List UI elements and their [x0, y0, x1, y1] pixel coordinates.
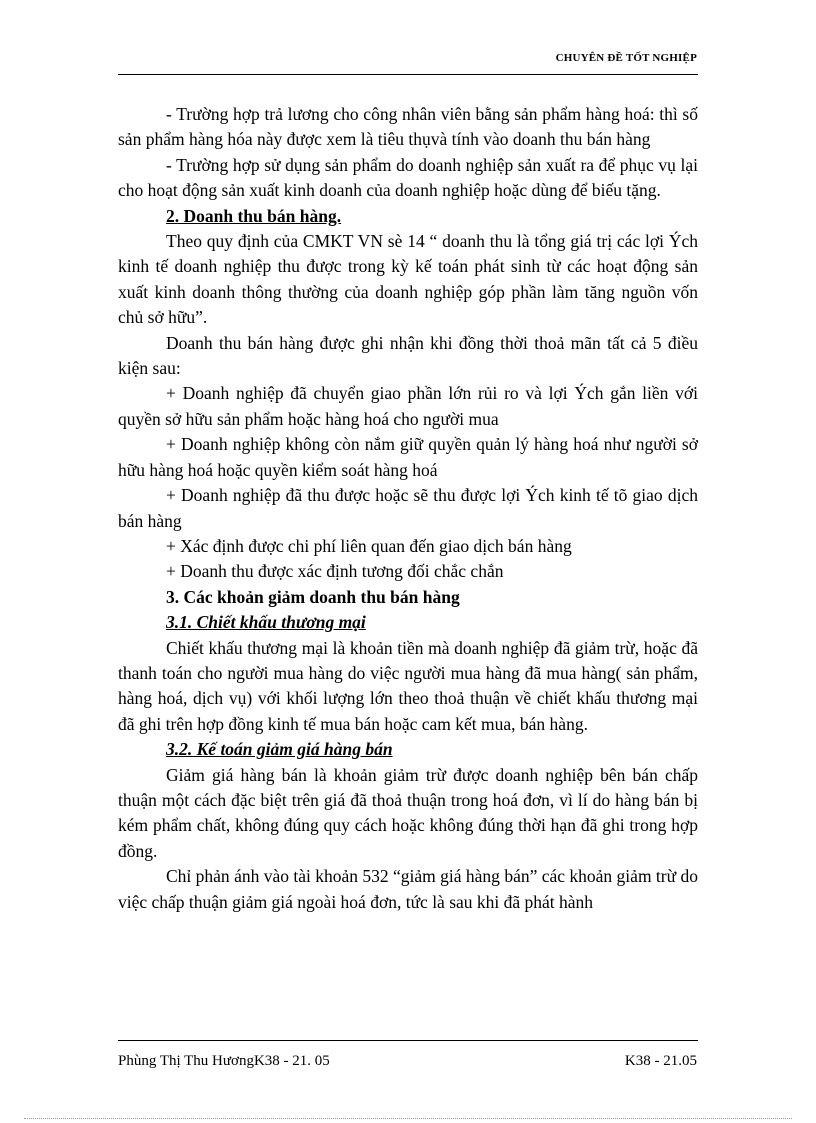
paragraph: Chỉ phản ánh vào tài khoản 532 “giảm giá hàng bán” các khoản giảm trừ do việc chấp thuận giảm giá ngoài hoá đơn, tức là sau khi đã phát hành	[118, 866, 698, 912]
section-heading: 2. Doanh thu bán hàng.	[166, 205, 342, 226]
paragraph: - Trường hợp trả lương cho công nhân viên bằng sản phẩm hàng hoá: thì số sản phẩm hàng hóa này được xem là tiêu thụvà tính vào doanh thu bán hàng	[118, 104, 698, 150]
paragraph: - Trường hợp sử dụng sản phẩm do doanh nghiệp sản xuất ra để phục vụ lại cho hoạt động sản xuất kinh doanh của doanh nghiệp hoặc dùng để biếu tặng.	[118, 154, 698, 201]
document-body	[118, 102, 698, 915]
paragraph: Giảm giá hàng bán là khoản giảm trừ được doanh nghiệp bên bán chấp thuận một cách đặc biệt trên giá đã thoả thuận trong hoá đơn, vì lí do hàng bán bị kém phẩm chất, không đúng quy cách hoặc không đúng thời hạn đã ghi trong hợp đồng.	[118, 764, 698, 861]
list-item: + Doanh thu được xác định tương đối chắc chắn	[166, 561, 504, 582]
section-heading: 3. Các khoản giảm doanh thu bán hàng	[166, 586, 460, 607]
paragraph: Doanh thu bán hàng được ghi nhận khi đồng thời thoả mãn tất cả 5 điều kiện sau:	[118, 332, 698, 379]
footer-divider	[118, 1040, 698, 1041]
list-item: + Doanh nghiệp đã thu được hoặc sẽ thu được lợi Ých kinh tế tõ giao dịch bán hàng	[118, 485, 698, 531]
list-item: + Doanh nghiệp đã chuyển giao phần lớn rủi ro và lợi Ých gắn liền với quyền sở hữu sản phẩm hoặc hàng hoá cho người mua	[118, 383, 698, 429]
paragraph: Theo quy định của CMKT VN sè 14 “ doanh thu là tổng giá trị các lợi Ých kinh tế doanh nghiệp thu được trong kỳ kế toán phát sinh từ các hoạt động sản xuất kinh doanh thông thường của doanh nghiệp góp phần làm tăng nguồn vốn chủ sở hữu”.	[118, 231, 698, 328]
footer-author: Phùng Thị Thu HươngK38 - 21. 05	[118, 1053, 330, 1069]
paragraph: Chiết khấu thương mại là khoản tiền mà doanh nghiệp đã giảm trừ, hoặc đã thanh toán cho người mua hàng do việc người mua hàng đã mua hàng( sản phẩm, hàng hoá, dịch vụ) với khối lượng lớn theo thoả thuận về chiết khấu thương mại đã ghi trên hợp đồng kinh tế mua bán hoặc cam kết mua, bán hàng.	[118, 637, 698, 734]
page-header-title: CHUYÊN ĐỀ TỐT NGHIỆP	[555, 52, 697, 64]
footer-class-code: K38 - 21.05	[624, 1053, 697, 1069]
subsection-heading: 3.1. Chiết khấu thương mại	[166, 612, 366, 633]
subsection-heading: 3.2. Kế toán giảm giá hàng bán	[166, 739, 393, 760]
list-item: + Xác định được chi phí liên quan đến giao dịch bán hàng	[166, 535, 572, 556]
page-edge	[24, 1118, 792, 1119]
header-divider	[118, 74, 698, 75]
list-item: + Doanh nghiệp không còn nắm giữ quyền quản lý hàng hoá như người sở hữu hàng hoá hoặc quyền kiểm soát hàng hoá	[118, 434, 698, 480]
